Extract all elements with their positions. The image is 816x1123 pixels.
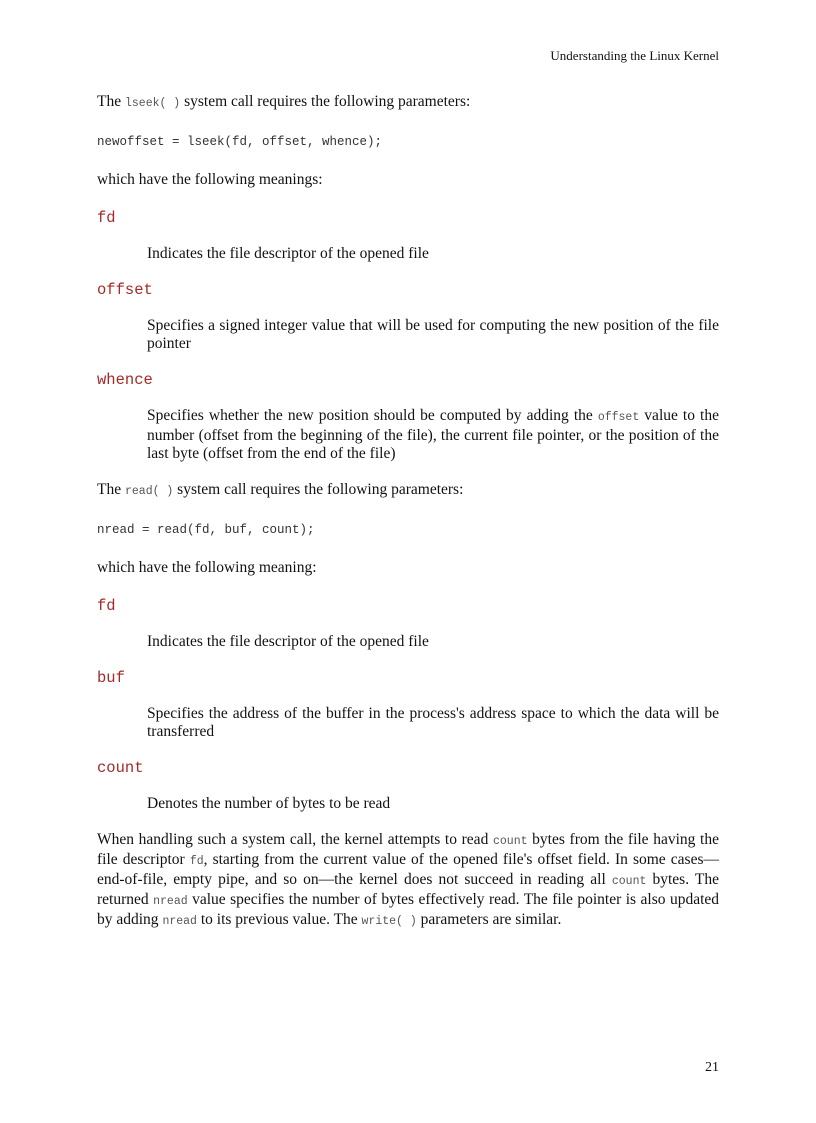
- inline-code: nread: [153, 895, 188, 908]
- lseek-intro: The lseek( ) system call requires the following parameters:: [97, 93, 471, 110]
- param-desc-fd: Indicates the file descriptor of the opened file: [147, 245, 429, 262]
- code-line-read: nread = read(fd, buf, count);: [97, 523, 315, 537]
- inline-code: lseek( ): [124, 97, 181, 110]
- param-desc-fd: Indicates the file descriptor of the opened file: [147, 633, 429, 650]
- param-term-fd: fd: [97, 597, 116, 615]
- inline-code: count: [611, 875, 647, 888]
- inline-code: fd: [189, 855, 204, 868]
- read-meanings-intro: which have the following meaning:: [97, 559, 317, 576]
- param-desc-count: Denotes the number of bytes to be read: [147, 795, 391, 812]
- inline-code: offset: [597, 411, 640, 424]
- lseek-meanings-intro: which have the following meanings:: [97, 171, 323, 188]
- param-desc-whence: Specifies whether the new position should be computed by adding the offset value to the number (offset from the beginning of the file), the current file pointer, or the position of the last byte (offset from the end of the file): [147, 407, 719, 462]
- param-desc-buf: Specifies the address of the buffer in the process's address space to which the data will be transferred: [147, 705, 719, 740]
- param-desc-offset: Specifies a signed integer value that will be used for computing the new position of the file pointer: [147, 317, 719, 352]
- read-intro: The read( ) system call requires the following parameters:: [97, 481, 464, 498]
- param-term-buf: buf: [97, 669, 125, 687]
- running-header: Understanding the Linux Kernel: [550, 48, 719, 63]
- param-term-count: count: [97, 759, 144, 777]
- inline-code: write( ): [361, 915, 417, 928]
- inline-code: count: [492, 835, 528, 848]
- code-line-lseek: newoffset = lseek(fd, offset, whence);: [97, 135, 383, 149]
- param-term-fd: fd: [97, 209, 116, 227]
- param-term-whence: whence: [97, 371, 153, 389]
- param-term-offset: offset: [97, 281, 153, 299]
- inline-code: nread: [162, 915, 197, 928]
- page-number: 21: [705, 1060, 719, 1075]
- closing-paragraph: When handling such a system call, the kernel attempts to read count bytes from the file having the file descriptor fd, starting from the current value of the opened file's offset field. In some cases—end-of-file, empty pipe, and so on—the kernel does not succeed in reading all count bytes. The returned nread value specifies the number of bytes effectively read. The file pointer is also updated by adding nread to its previous value. The write( ) parameters are similar.: [97, 831, 720, 928]
- inline-code: read( ): [124, 485, 174, 498]
- page-body: [97, 93, 719, 951]
